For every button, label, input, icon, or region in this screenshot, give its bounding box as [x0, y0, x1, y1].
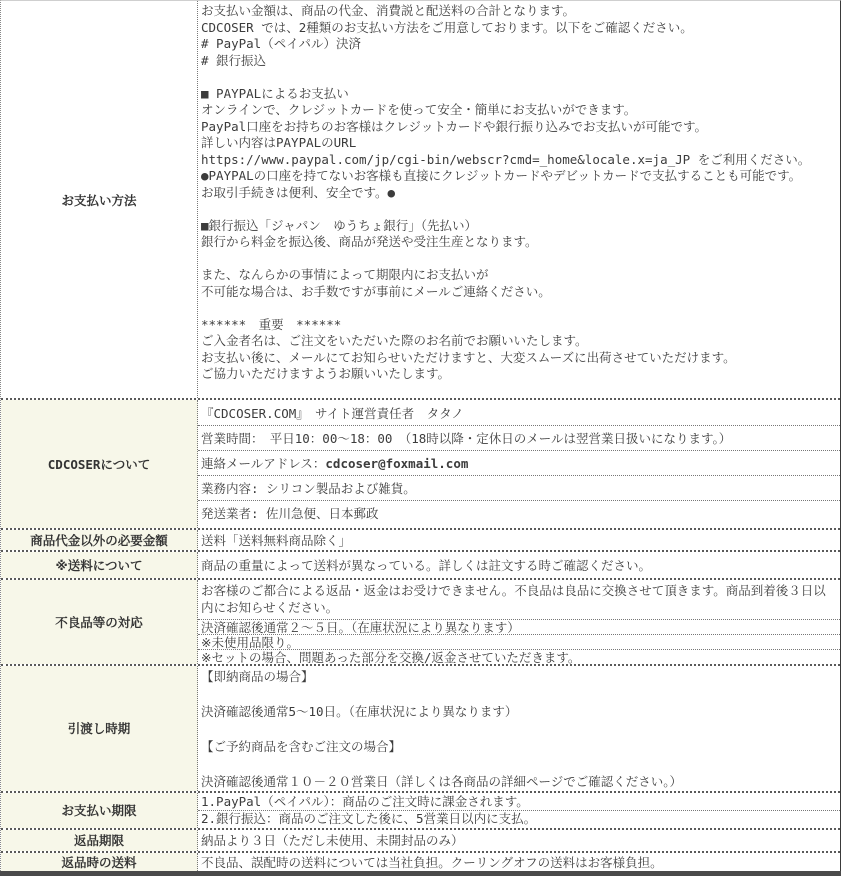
return-deadline-text: 納品より３日（ただし未使用、未開封品のみ）: [201, 833, 464, 848]
business-description-row: [198, 475, 840, 500]
row-label-text: 返品時の送料: [61, 854, 137, 870]
text-line: 銀行から料金を振込後、商品が発送や受注生産となります。: [201, 234, 538, 249]
row-about-cdcoser: [1, 398, 840, 528]
row-label-text: お支払い期限: [61, 803, 137, 818]
text-line: ご入金者名は、ご注文をいただいた際のお名前でお願いいたします。: [201, 333, 588, 348]
row-label-text: ※送料について: [55, 558, 143, 573]
payment-deadline-label: [1, 793, 198, 828]
bank-transfer-heading: ■銀行振込「ジャパン ゆうちょ銀行」（先払い）: [201, 217, 478, 233]
business-hours-text: 営業時間： 平日10：00～18：00 （18時以降・定休日のメールは翌営業日扱いになります。）: [201, 431, 732, 446]
bottom-divider-bar: [0, 871, 841, 876]
return-deadline-content: [198, 830, 840, 851]
row-label-text: 商品代金以外の必要金額: [30, 533, 168, 548]
defects-timing-text: 決済確認後通常２～５日。（在庫状況により異なります）: [198, 619, 840, 634]
blank-line: [201, 201, 836, 218]
row-label-text: 不良品等の対応: [55, 615, 143, 630]
site-operator-text: 『CDCOSER.COM』 サイト運営責任者 タタノ: [201, 405, 464, 421]
extra-fees-content: [198, 530, 840, 550]
row-payment-method: [1, 1, 840, 398]
defects-policy-text: お客様のご都合による返品・返金はお受けできません。不良品は良品に交換させて頂きます。商品到着後３日以内にお知らせください。: [201, 583, 826, 615]
blank-line: [201, 721, 836, 739]
text-line: お取引手続きは便利、安全です。●: [201, 184, 396, 200]
text-line: CDCOSER では、2種類のお支払い方法をご用意しております。以下をご確認ください。: [201, 19, 693, 35]
defective-items-label: [1, 580, 198, 664]
blank-line: [201, 756, 836, 774]
business-hours-row: [198, 425, 840, 450]
blank-line: [201, 686, 836, 704]
return-shipping-text: 不良品、誤配時の送料については当社負担。クーリングオフの送料はお客様負担。: [201, 854, 663, 870]
text-line: 決済確認後通常5～10日。（在庫状況により異なります）: [201, 704, 518, 719]
row-return-deadline: [1, 828, 840, 851]
extra-fees-text: 送料「送料無料商品除く」: [201, 533, 352, 548]
deadline-bank-text: 2.銀行振込：商品のご注文した後に、5営業日以内に支払。: [198, 810, 840, 827]
row-label-text: お支払い方法: [61, 192, 137, 208]
text-line: # PayPal（ペイパル）決済: [201, 36, 361, 51]
text-line: ●PAYPALの口座を持てないお客様も直接にクレジットカードやデビットカードで支払することも可能です。: [201, 168, 802, 183]
shipping-carriers-text: 発送業者: 佐川急便、日本郵政: [201, 506, 379, 521]
row-payment-deadline: [1, 791, 840, 828]
row-shipping-note: [1, 550, 840, 578]
text-line: ご協力いただけますようお願いいたします。: [201, 366, 451, 381]
payment-deadline-content: [198, 793, 840, 828]
paypal-url-text: https://www.paypal.com/jp/cgi-bin/webscr?cmd=_home&locale.x=ja_JP をご利用ください。: [201, 151, 811, 167]
about-cdcoser-content: [198, 400, 840, 528]
return-deadline-label: [1, 830, 198, 851]
blank-line: [201, 300, 836, 317]
text-line: 詳しい内容はPAYPALのURL: [201, 135, 357, 150]
important-notice-heading: ****** 重要 ******: [201, 316, 342, 332]
text-line: PayPal口座をお持ちのお客様はクレジットカードや銀行振り込みでお支払いが可能です。: [201, 118, 707, 134]
row-label-text: 引渡し時期: [67, 721, 131, 737]
text-line: オンラインで、クレジットカードを使って安全・簡単にお支払いができます。: [201, 102, 637, 117]
business-description-text: 業務内容: シリコン製品および雑貨。: [201, 481, 416, 496]
blank-line: [201, 251, 836, 268]
text-line: お支払い後に、メールにてお知らせいただけますと、大変スムーズに出荷させていただけます。: [201, 349, 736, 365]
shipping-note-label: [1, 552, 198, 578]
row-label-text: CDCOSERについて: [47, 457, 151, 472]
shipping-note-text: 商品の重量によって送料が異なっている。詳しくは註文する時ご確認ください。: [201, 558, 652, 573]
text-line: 決済確認後通常１０－２０営業日（詳しくは各商品の詳細ページでご確認ください。）: [201, 774, 683, 789]
defective-items-content: [198, 580, 840, 664]
preorder-heading: 【ご予約商品を含むご注文の場合】: [201, 739, 402, 754]
shipping-carriers-row: [198, 500, 840, 525]
text-line: また、なんらかの事情によって期限内にお支払いが: [201, 267, 489, 282]
row-extra-fees: [1, 528, 840, 550]
delivery-time-label: [1, 666, 198, 791]
in-stock-heading: 【即納商品の場合】: [201, 669, 314, 684]
text-line: お支払い金額は、商品の代金、消費説と配送料の合計となります。: [201, 3, 576, 18]
text-line: # 銀行振込: [201, 52, 267, 68]
contact-email-row: [198, 450, 840, 475]
delivery-time-content: [198, 666, 840, 791]
shipping-note-content: [198, 552, 840, 578]
contact-email-text: cdcoser@foxmail.com: [325, 455, 469, 471]
deadline-paypal-text: 1.PayPal（ペイパル）：商品のご注文時に課金されます。: [201, 793, 529, 809]
extra-fees-label: [1, 530, 198, 550]
about-cdcoser-label: [1, 400, 198, 528]
text-line: 不可能な場合は、お手数ですが事前にメールご連絡ください。: [201, 283, 551, 299]
payment-method-label: [1, 1, 198, 398]
row-label-text: 返品期限: [73, 833, 124, 848]
row-defective-items: [1, 578, 840, 664]
defects-unused-note: ※未使用品限り。: [198, 634, 840, 649]
payment-method-content: [198, 1, 840, 398]
row-delivery-time: [1, 664, 840, 791]
contact-email-label: 連絡メールアドレス：: [201, 456, 326, 471]
site-operator-row: [198, 400, 840, 425]
defects-set-note: ※セットの場合、問題あった部分を交換/返金させていただきます。: [198, 649, 840, 664]
paypal-section-heading: ■ PAYPALによるお支払い: [201, 85, 349, 101]
blank-line: [201, 69, 836, 86]
